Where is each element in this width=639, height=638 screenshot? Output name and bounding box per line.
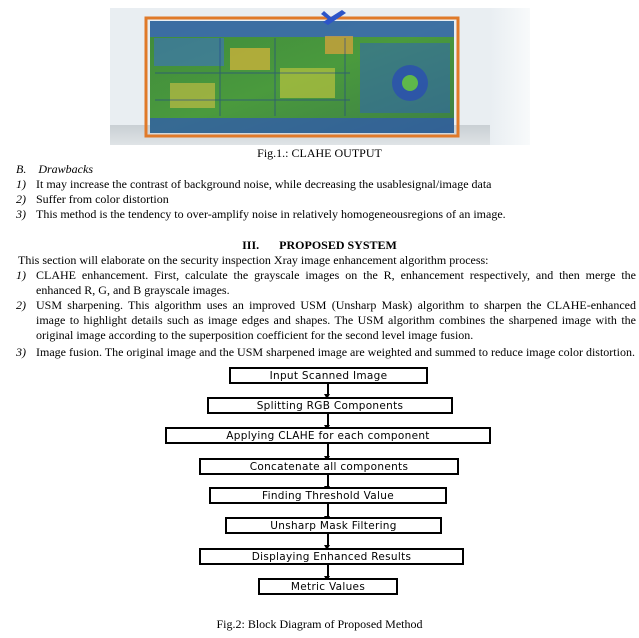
figure1-caption-prefix: Fig.1. bbox=[257, 146, 286, 160]
flow-step-display: Displaying Enhanced Results bbox=[199, 548, 464, 565]
drawback-item-number: 1) bbox=[16, 177, 26, 191]
flow-step-split: Splitting RGB Components bbox=[207, 397, 453, 414]
section-intro: This section will elaborate on the security inspection Xray image enhancement algorithm process: bbox=[18, 253, 489, 267]
block-diagram bbox=[0, 360, 639, 605]
section-heading bbox=[0, 238, 639, 252]
drawbacks-title: Drawbacks bbox=[38, 162, 94, 176]
flow-arrow bbox=[327, 534, 329, 545]
flow-arrow bbox=[327, 444, 329, 456]
xray-figure bbox=[110, 8, 530, 145]
flow-arrow bbox=[327, 414, 329, 425]
flow-arrow bbox=[327, 475, 329, 486]
figure1-caption bbox=[0, 146, 639, 160]
drawback-item-number: 3) bbox=[16, 207, 26, 221]
drawback-item-text: It may increase the contrast of background noise, while decreasing the usablesignal/image data bbox=[36, 177, 492, 191]
flow-step-clahe: Applying CLAHE for each component bbox=[165, 427, 491, 444]
flow-step-threshold: Finding Threshold Value bbox=[209, 487, 447, 504]
process-item bbox=[16, 268, 636, 298]
flow-step-input: Input Scanned Image bbox=[229, 367, 428, 384]
figure1-caption-text: : CLAHE OUTPUT bbox=[285, 146, 382, 160]
drawback-item-text: Suffer from color distortion bbox=[36, 192, 169, 206]
flow-arrow bbox=[327, 565, 329, 576]
xray-laptop-image bbox=[110, 8, 530, 145]
drawback-item-number: 2) bbox=[16, 192, 26, 206]
process-item-number: 2) bbox=[16, 298, 26, 312]
cropped-text-line bbox=[0, 0, 639, 6]
drawback-item bbox=[16, 207, 636, 222]
drawback-item-text: This method is the tendency to over-amplify noise in relatively homogeneousregions of an image. bbox=[36, 207, 506, 221]
flow-arrow bbox=[327, 504, 329, 516]
process-item-text: USM sharpening. This algorithm uses an improved USM (Unsharp Mask) algorithm to sharpen the CLAHE-enhanced image to highlight details such as image edges and shapes. The USM algorithm combines the sharpened image with the original image according to the superposition coefficient for the second level image fusion. bbox=[36, 298, 636, 342]
flow-arrow bbox=[327, 384, 329, 394]
section-title: PROPOSED SYSTEM bbox=[279, 238, 397, 252]
section-number: III. bbox=[242, 238, 260, 252]
flow-step-concatenate: Concatenate all components bbox=[199, 458, 459, 475]
drawbacks-heading bbox=[16, 162, 93, 176]
process-item bbox=[16, 345, 636, 360]
process-item-number: 1) bbox=[16, 268, 26, 282]
drawback-item bbox=[16, 177, 636, 192]
drawbacks-letter: B. bbox=[16, 162, 27, 176]
flow-step-metrics: Metric Values bbox=[258, 578, 398, 595]
figure2-caption: Fig.2: Block Diagram of Proposed Method bbox=[216, 617, 423, 631]
process-item-number: 3) bbox=[16, 345, 26, 359]
process-item-text: Image fusion. The original image and the USM sharpened image are weighted and summed to reduce image color distortion. bbox=[36, 345, 635, 359]
flow-step-unsharp: Unsharp Mask Filtering bbox=[225, 517, 442, 534]
process-item-text: CLAHE enhancement. First, calculate the grayscale images on the R, enhancement respectively, and then merge the enhanced R, G, and B grayscale images. bbox=[36, 268, 636, 297]
process-item bbox=[16, 298, 636, 343]
drawback-item bbox=[16, 192, 636, 207]
